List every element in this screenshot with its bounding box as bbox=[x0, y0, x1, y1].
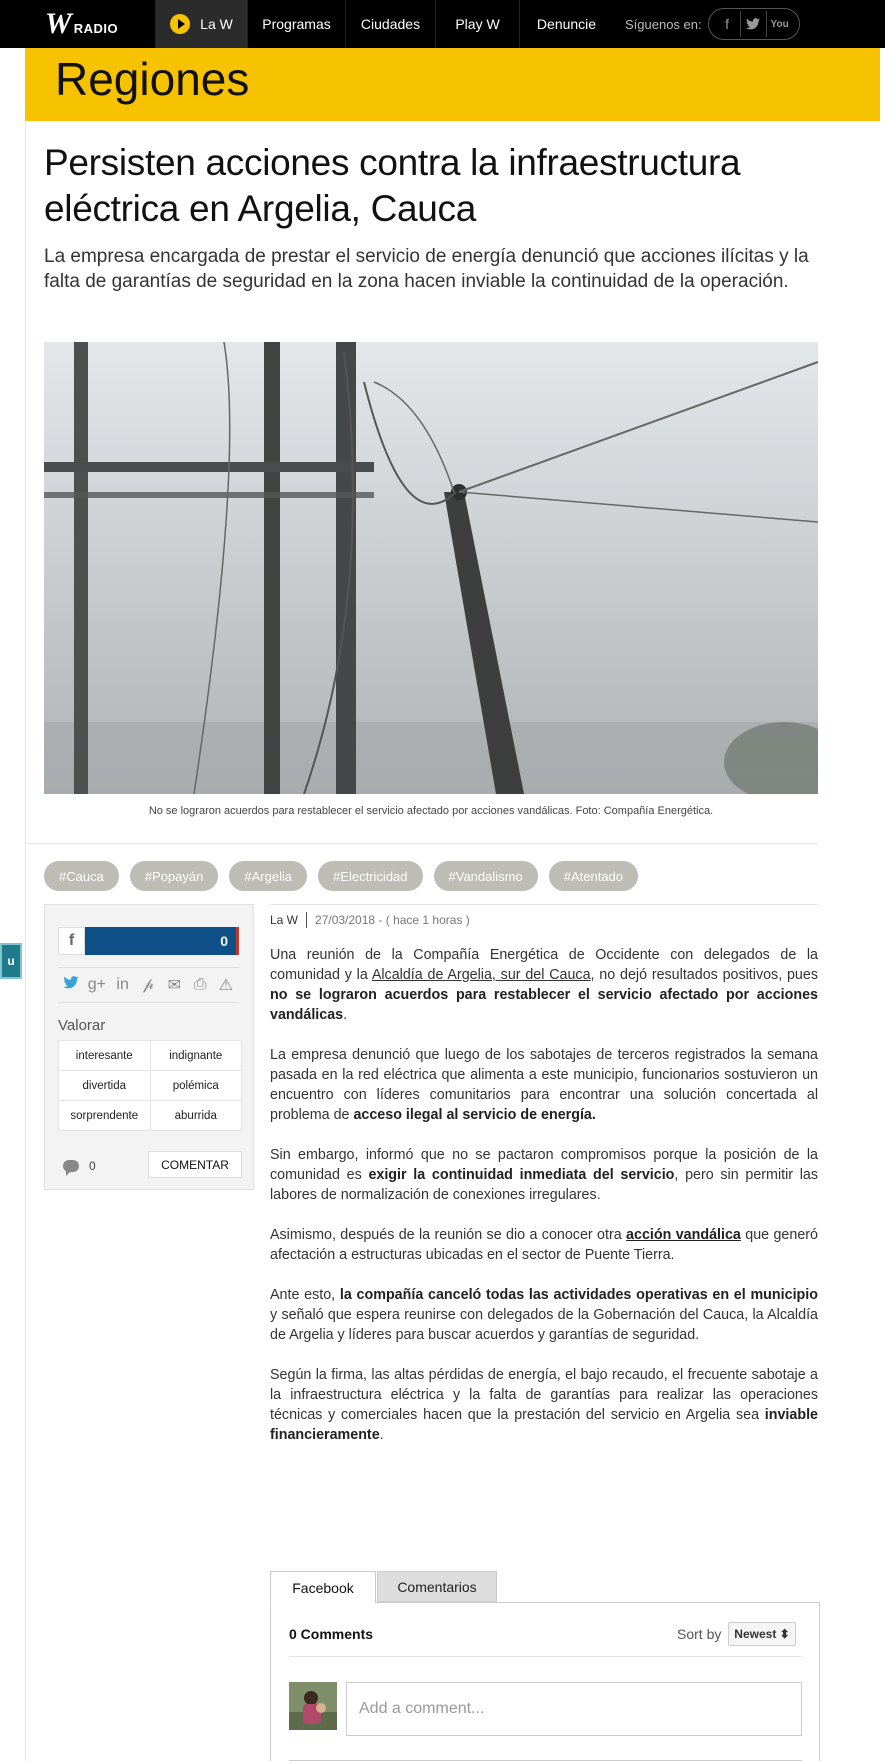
comments-divider bbox=[289, 1656, 802, 1657]
paragraph bbox=[270, 1145, 818, 1205]
nav-item-programas[interactable] bbox=[247, 0, 345, 48]
tag-electricidad[interactable]: #Electricidad bbox=[318, 861, 422, 891]
text: Según la firma, las altas pérdidas de energía, el bajo recaudo, el frecuente sabotaje a la infraestructura eléctrica y la falta de garantías para realizar las operaciones técnicas y comerciales hacen que la prestación del servicio en Argelia sea bbox=[270, 1367, 818, 1423]
nav-label: La W bbox=[200, 16, 233, 32]
facebook-share-count: 0 bbox=[85, 927, 239, 955]
rating-label: Valorar bbox=[58, 1017, 106, 1034]
content-border bbox=[25, 121, 26, 1761]
rating-indignante[interactable]: indignante bbox=[151, 1041, 242, 1070]
logo-w: W bbox=[45, 7, 70, 40]
email-icon[interactable]: ✉ bbox=[167, 977, 182, 994]
sort-select[interactable]: Newest ⬍ bbox=[728, 1622, 796, 1646]
photo-caption: No se lograron acuerdos para restablecer el servicio afectado por acciones vandálicas. Foto: Compañía Energética. bbox=[148, 805, 714, 817]
text: Una reunión de la Compañía Energética de Occidente con delegados de la comunidad y la bbox=[270, 947, 818, 983]
tag-cauca[interactable]: #Cauca bbox=[44, 861, 119, 891]
sort-label: Sort by bbox=[677, 1626, 722, 1642]
twitter-icon[interactable] bbox=[60, 976, 82, 994]
bold-text: acceso ilegal al servicio de energía. bbox=[353, 1107, 596, 1123]
rating-interesante[interactable]: interesante bbox=[59, 1041, 150, 1070]
print-icon[interactable]: ⎙ bbox=[193, 976, 207, 993]
facebook-share[interactable] bbox=[58, 927, 239, 955]
bold-text: exigir la continuidad inmediata del servicio bbox=[368, 1167, 675, 1183]
share-sidebar bbox=[44, 904, 254, 1190]
paragraph bbox=[270, 1225, 818, 1265]
article-headline: Persisten acciones contra la infraestructura eléctrica en Argelia, Cauca bbox=[44, 142, 741, 229]
rating-divertida[interactable]: divertida bbox=[59, 1071, 150, 1100]
text: . bbox=[343, 1007, 348, 1023]
tag-list bbox=[44, 861, 638, 891]
bold-text: no se lograron acuerdos para restablecer el servicio afectado por acciones vandálicas bbox=[270, 987, 818, 1023]
pinterest-icon[interactable]: 𝓅 bbox=[142, 976, 155, 993]
bold-text: inviable financieramente bbox=[270, 1407, 818, 1443]
comment-count-value: 0 bbox=[89, 1159, 96, 1173]
nav-item-play-w[interactable] bbox=[435, 0, 519, 48]
tag-popayan[interactable]: #Popayán bbox=[130, 861, 219, 891]
article-meta bbox=[270, 912, 470, 928]
nav-item-denuncie[interactable] bbox=[519, 0, 613, 48]
report-icon[interactable]: ⚠ bbox=[218, 977, 234, 994]
text: y señaló que espera reunirse con delegados de la Gobernación del Cauca, la Alcaldía de Argelia y líderes para buscar acuerdos y garantías de seguridad. bbox=[270, 1307, 818, 1343]
rating-polemica[interactable]: polémica bbox=[151, 1071, 242, 1100]
follow-label: Síguenos en: bbox=[625, 16, 702, 32]
rating-grid bbox=[58, 1040, 242, 1131]
linkedin-icon[interactable]: in bbox=[116, 976, 129, 993]
link-alcaldia-argelia[interactable]: Alcaldía de Argelia, sur del Cauca bbox=[371, 967, 591, 983]
youtube-icon[interactable]: You bbox=[770, 18, 789, 30]
comment-bubble-icon bbox=[63, 1160, 79, 1172]
text: , no dejó resultados positivos, pues bbox=[590, 967, 818, 983]
text: Ante esto, bbox=[270, 1287, 340, 1303]
comment-input[interactable]: Add a comment... bbox=[346, 1682, 802, 1736]
tag-vandalismo[interactable]: #Vandalismo bbox=[434, 861, 538, 891]
paragraph bbox=[270, 1285, 818, 1345]
tab-comentarios[interactable]: Comentarios bbox=[377, 1571, 497, 1602]
article-author[interactable]: La W bbox=[270, 913, 299, 927]
twitter-icon[interactable] bbox=[741, 11, 767, 37]
text: Asimismo, después de la reunión se dio a conocer otra bbox=[270, 1227, 627, 1243]
comentar-button[interactable]: COMENTAR bbox=[148, 1151, 242, 1178]
paragraph bbox=[270, 945, 818, 1025]
comments-count-label: 0 Comments bbox=[289, 1626, 374, 1642]
paragraph bbox=[270, 1365, 818, 1445]
text: . bbox=[379, 1427, 384, 1443]
article-date: 27/03/2018 - ( hace 1 horas ) bbox=[315, 913, 470, 927]
play-icon bbox=[170, 14, 190, 34]
meta-separator bbox=[306, 912, 307, 928]
w-radio-logo[interactable] bbox=[25, 0, 155, 48]
share-icons bbox=[58, 967, 239, 1003]
nav-label: Ciudades bbox=[360, 16, 421, 32]
nav-label: Denuncie bbox=[536, 16, 597, 32]
tag-argelia[interactable]: #Argelia bbox=[229, 861, 307, 891]
facebook-icon[interactable]: f bbox=[715, 11, 741, 37]
google-plus-icon[interactable]: g+ bbox=[87, 976, 106, 993]
tab-facebook[interactable]: Facebook bbox=[270, 1571, 376, 1604]
section-banner bbox=[25, 48, 880, 121]
bold-text: la compañía canceló todas las actividades operativas en el municipio bbox=[339, 1287, 818, 1303]
rating-aburrida[interactable]: aburrida bbox=[151, 1101, 242, 1130]
comment-count bbox=[63, 1159, 96, 1173]
nav-item-ciudades[interactable] bbox=[345, 0, 435, 48]
section-title: Regiones bbox=[55, 53, 250, 105]
avatar bbox=[289, 1682, 337, 1730]
side-widget-tab[interactable]: u bbox=[0, 943, 22, 979]
tag-atentado[interactable]: #Atentado bbox=[549, 861, 638, 891]
article-lead: La empresa encargada de prestar el servicio de energía denunció que acciones ilícitas y la falta de garantías de seguridad en la zona hacen inviable la continuidad de la operación. bbox=[44, 246, 809, 292]
text: La empresa denunció que luego de los sabotajes de terceros registrados la semana pasada en la red eléctrica que alimenta a este municipio, funcionarios sostuvieron un encuentro con líderes comunitarios para encontrar una solución concertada al problema de bbox=[270, 1047, 818, 1123]
nav-item-la-w[interactable] bbox=[155, 0, 247, 48]
article-body bbox=[270, 945, 818, 1465]
nav-label: Play W bbox=[455, 16, 500, 32]
article-photo bbox=[44, 342, 818, 794]
paragraph bbox=[270, 1045, 818, 1125]
nav-label: Programas bbox=[262, 16, 331, 32]
top-nav bbox=[0, 0, 885, 48]
text: que generó afectación a estructuras ubicadas en el sector de Puente Tierra. bbox=[270, 1227, 819, 1263]
link-accion-vandalica[interactable]: acción vandálica bbox=[626, 1227, 741, 1243]
meta-divider bbox=[270, 904, 818, 905]
text: Sin embargo, informó que no se pactaron compromisos porque la posición de la comunidad es bbox=[270, 1147, 818, 1183]
facebook-icon: f bbox=[58, 927, 85, 955]
text: , pero sin permitir las labores de normalización de conexiones irregulares. bbox=[270, 1167, 818, 1203]
logo-radio: RADIO bbox=[73, 20, 119, 36]
social-links bbox=[708, 8, 800, 40]
rating-sorprendente[interactable]: sorprendente bbox=[59, 1101, 150, 1130]
divider bbox=[25, 843, 818, 844]
